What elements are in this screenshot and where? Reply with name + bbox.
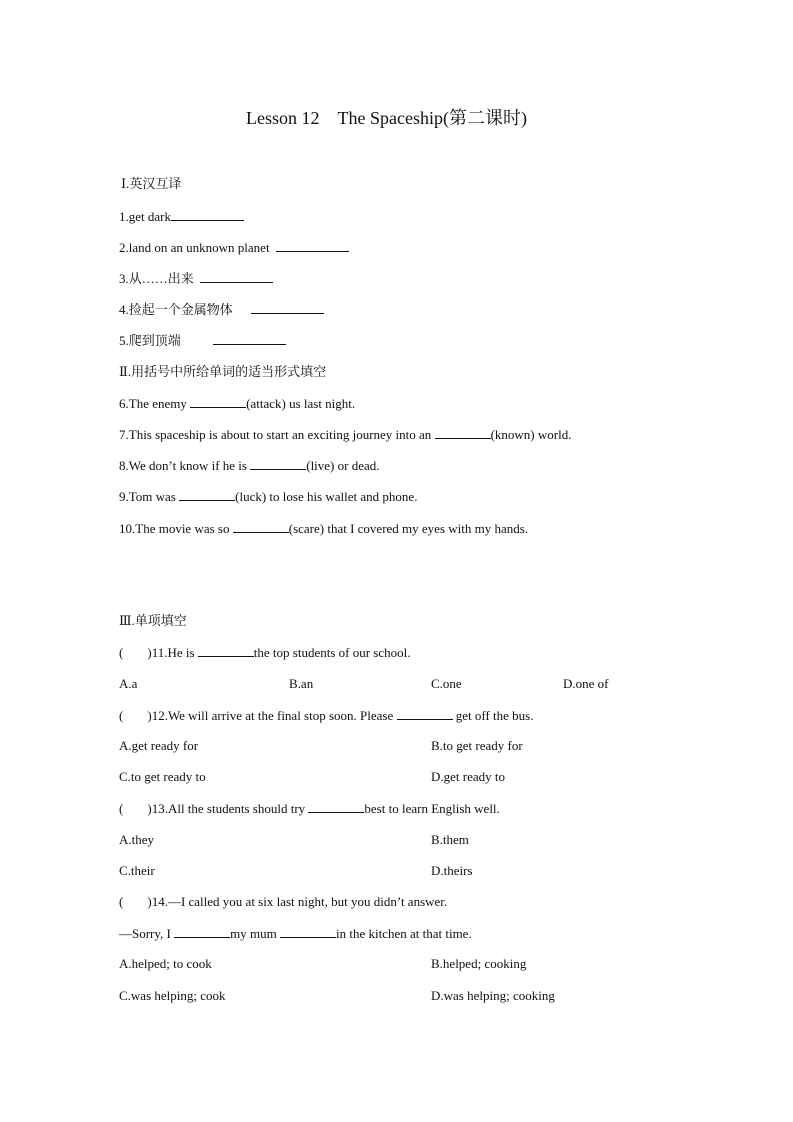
answer-blank[interactable] [179,488,235,501]
question-stem-after: best to learn English well. [364,801,500,816]
question-stem-before: 13.All the students should try [151,801,309,816]
item-text-before: 7.This spaceship is about to start an exciting journey into an [119,427,435,442]
translation-item-3 [119,270,273,287]
answer-paren-open: ( [119,894,124,909]
answer-blank[interactable] [250,457,306,470]
option-d[interactable]: D.theirs [431,863,473,878]
answer-blank[interactable] [280,925,336,938]
answer-blank[interactable] [251,301,324,314]
option-a[interactable]: A.they [119,832,155,847]
answer-blank[interactable] [213,332,286,345]
translation-item-5 [119,332,286,349]
item-text-before: 10.The movie was so [119,521,233,536]
answer-paren-close: ) [147,645,152,660]
answer-blank[interactable] [435,426,491,439]
section-1-heading: Ⅰ.英汉互译 [121,176,182,191]
fill-item-6 [119,395,355,412]
fill-item-8 [119,457,380,474]
answer-blank[interactable] [276,239,349,252]
option-a[interactable]: A.get ready for [119,738,199,753]
item-text-after: (scare) that I covered my eyes with my hands. [288,521,529,536]
answer-blank[interactable] [308,800,364,813]
option-b[interactable]: B.to get ready for [431,738,523,753]
section-3-heading: Ⅲ.单项填空 [119,613,187,628]
option-c[interactable]: C.one [431,676,462,691]
item-text-after: (luck) to lose his wallet and phone. [235,489,418,504]
item-text-after: (known) world. [490,427,572,442]
option-c[interactable]: C.their [119,863,155,878]
item-text: 1.get dark [119,209,171,224]
reply-text-c: in the kitchen at that time. [335,926,472,941]
option-b[interactable]: B.an [289,676,314,691]
item-text-after: (attack) us last night. [246,396,356,411]
option-c[interactable]: C.to get ready to [119,769,206,784]
question-stem: 14.—I called you at six last night, but you didn’t answer. [151,894,448,909]
page-title: Lesson 12 The Spaceship(第二课时) [246,108,527,128]
translation-item-4 [119,301,324,318]
item-text-before: 9.Tom was [119,489,180,504]
item-text-before: 6.The enemy [119,396,191,411]
question-stem-before: 11.He is [151,645,198,660]
reply-text-b: my mum [230,926,280,941]
answer-blank[interactable] [397,707,453,720]
answer-blank[interactable] [198,644,254,657]
option-b[interactable]: B.them [431,832,469,847]
answer-paren-close: ) [147,708,152,723]
item-text: 2.land on an unknown planet [119,240,270,255]
option-c[interactable]: C.was helping; cook [119,988,226,1003]
answer-paren-close: ) [147,801,152,816]
question-stem-after: the top students of our school. [253,645,411,660]
answer-blank[interactable] [200,270,273,283]
question-12 [119,707,534,724]
option-d[interactable]: D.get ready to [431,769,506,784]
answer-blank[interactable] [190,395,246,408]
option-d[interactable]: D.one of [563,676,609,691]
answer-blank[interactable] [171,208,244,221]
answer-paren-open: ( [119,645,124,660]
item-text-before: 8.We don’t know if he is [119,458,251,473]
item-text: 3.从……出来 [119,271,194,286]
option-a[interactable]: A.a [119,676,138,691]
item-text-after: (live) or dead. [306,458,380,473]
answer-paren-open: ( [119,801,124,816]
question-11 [119,644,411,661]
question-14 [119,894,447,910]
section-2-heading: Ⅱ.用括号中所给单词的适当形式填空 [119,364,327,379]
reply-text-a: —Sorry, I [119,926,175,941]
answer-blank[interactable] [233,520,289,533]
answer-blank[interactable] [174,925,230,938]
question-stem-before: 12.We will arrive at the final stop soon. Please [151,708,397,723]
answer-paren-open: ( [119,708,124,723]
fill-item-9 [119,488,417,505]
answer-paren-close: ) [147,894,152,909]
translation-item-1 [119,208,244,225]
option-d[interactable]: D.was helping; cooking [431,988,555,1003]
question-13 [119,800,500,817]
item-text: 4.捡起一个金属物体 [119,302,233,317]
fill-item-10 [119,520,528,537]
option-a[interactable]: A.helped; to cook [119,956,212,971]
item-text: 5.爬到顶端 [119,333,181,348]
option-b[interactable]: B.helped; cooking [431,956,527,971]
question-stem-after: get off the bus. [452,708,534,723]
fill-item-7 [119,426,571,443]
translation-item-2 [119,239,349,256]
question-14-reply [119,925,472,942]
